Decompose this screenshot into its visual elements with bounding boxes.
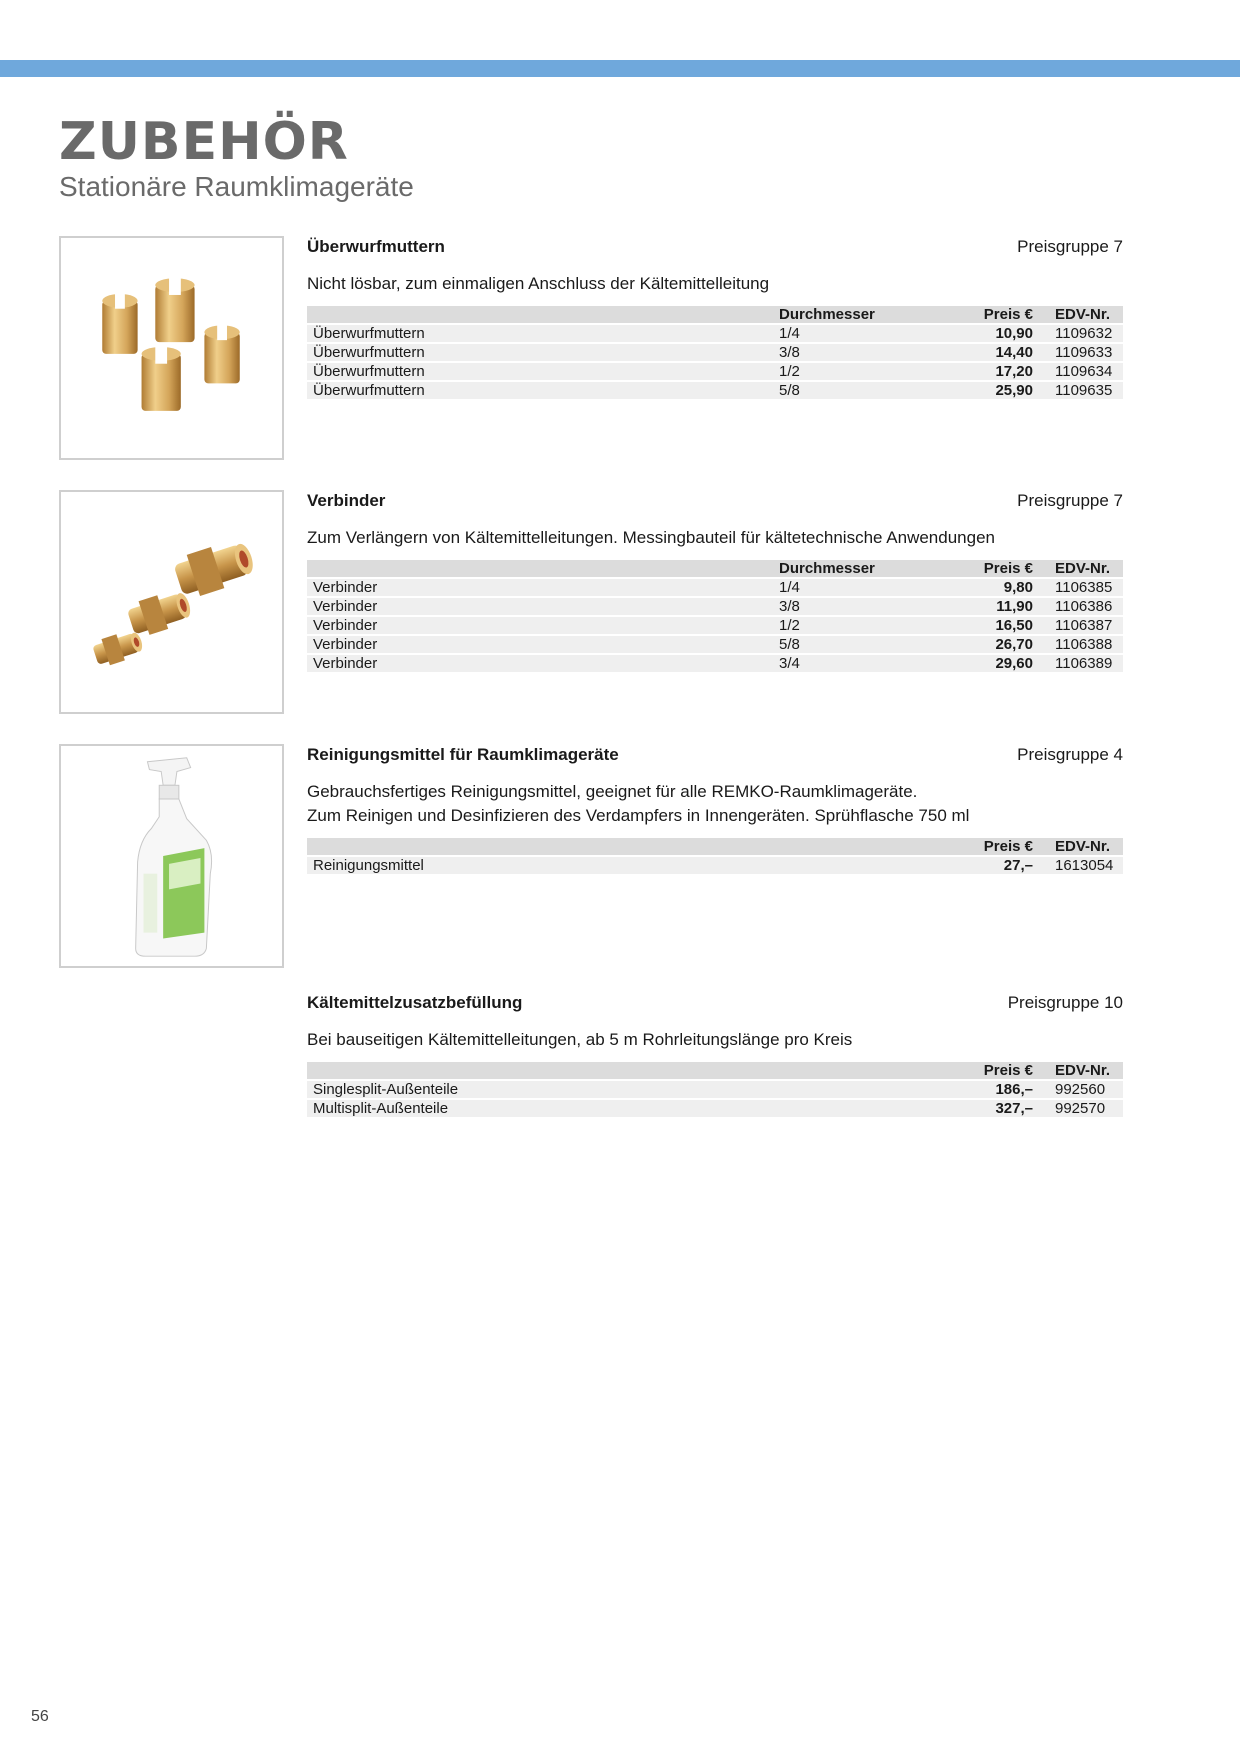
product-description: Zum Verlängern von Kältemittelleitungen. Messingbauteil für kältetechnische Anwendungen: [307, 528, 995, 547]
product-image-verbinder: [59, 490, 284, 714]
price-group: Preisgruppe 4: [1017, 745, 1123, 764]
table-row: Verbinder 3/8 11,90 1106386: [307, 598, 1123, 615]
table-header-row: [307, 306, 1123, 323]
product-name: Verbinder: [307, 491, 386, 510]
column-header-price: Preis €: [949, 306, 1033, 323]
table-row: Verbinder 5/8 26,70 1106388: [307, 636, 1123, 653]
table-row: Überwurfmuttern 1/4 10,90 1109632: [307, 325, 1123, 342]
price-table: [307, 558, 1123, 674]
header-accent-bar: [0, 60, 1240, 77]
product-description: Bei bauseitigen Kältemittelleitungen, ab 5 m Rohrleitungslänge pro Kreis: [307, 1030, 853, 1049]
column-header-price: Preis €: [949, 838, 1033, 855]
table-row: Verbinder 1/4 9,80 1106385: [307, 579, 1123, 596]
price-group: Preisgruppe 7: [1017, 237, 1123, 256]
table-row: Überwurfmuttern 1/2 17,20 1109634: [307, 363, 1123, 380]
column-header-edv: EDV-Nr.: [1033, 560, 1123, 577]
page-subtitle: Stationäre Raumklimageräte: [59, 171, 414, 202]
product-image-spray-bottle: [59, 744, 284, 968]
table-row: Überwurfmuttern 5/8 25,90 1109635: [307, 382, 1123, 399]
product-description: [307, 780, 1123, 828]
table-header-row: [307, 560, 1123, 577]
column-header-diameter: Durchmesser: [779, 560, 949, 577]
table-row: Überwurfmuttern 3/8 14,40 1109633: [307, 344, 1123, 361]
product-description: Nicht lösbar, zum einmaligen Anschluss der Kältemittelleitung: [307, 274, 770, 293]
column-header-diameter: Durchmesser: [779, 306, 949, 323]
description-line: Gebrauchsfertiges Reinigungsmittel, geeignet für alle REMKO-Raumklimageräte.: [307, 782, 918, 801]
table-header-row: [307, 838, 1123, 855]
table-row: Reinigungsmittel 27,– 1613054: [307, 857, 1123, 874]
price-table: [307, 1060, 1123, 1119]
column-header-edv: EDV-Nr.: [1033, 838, 1123, 855]
product-image-ueberwurfmuttern: [59, 236, 284, 460]
product-name: Kältemittelzusatzbefüllung: [307, 993, 523, 1012]
page-title: ZUBEHÖR: [59, 112, 349, 172]
price-group: Preisgruppe 7: [1017, 491, 1123, 510]
price-group: Preisgruppe 10: [1007, 993, 1123, 1012]
column-header-price: Preis €: [949, 1062, 1033, 1079]
description-line: Zum Reinigen und Desinfizieren des Verdampfers in Innengeräten. Sprühflasche 750 ml: [307, 806, 970, 825]
table-row: Verbinder 1/2 16,50 1106387: [307, 617, 1123, 634]
price-table: [307, 304, 1123, 401]
table-header-row: [307, 1062, 1123, 1079]
column-header-edv: EDV-Nr.: [1033, 1062, 1123, 1079]
table-row: Multisplit-Außenteile 327,– 992570: [307, 1100, 1123, 1117]
product-name: Überwurfmuttern: [307, 237, 445, 256]
product-name: Reinigungsmittel für Raumklimageräte: [307, 745, 619, 764]
price-table: [307, 836, 1123, 876]
table-row: Verbinder 3/4 29,60 1106389: [307, 655, 1123, 672]
column-header-edv: EDV-Nr.: [1033, 306, 1123, 323]
page-number: 56: [31, 1708, 49, 1725]
table-row: Singlesplit-Außenteile 186,– 992560: [307, 1081, 1123, 1098]
column-header-price: Preis €: [949, 560, 1033, 577]
